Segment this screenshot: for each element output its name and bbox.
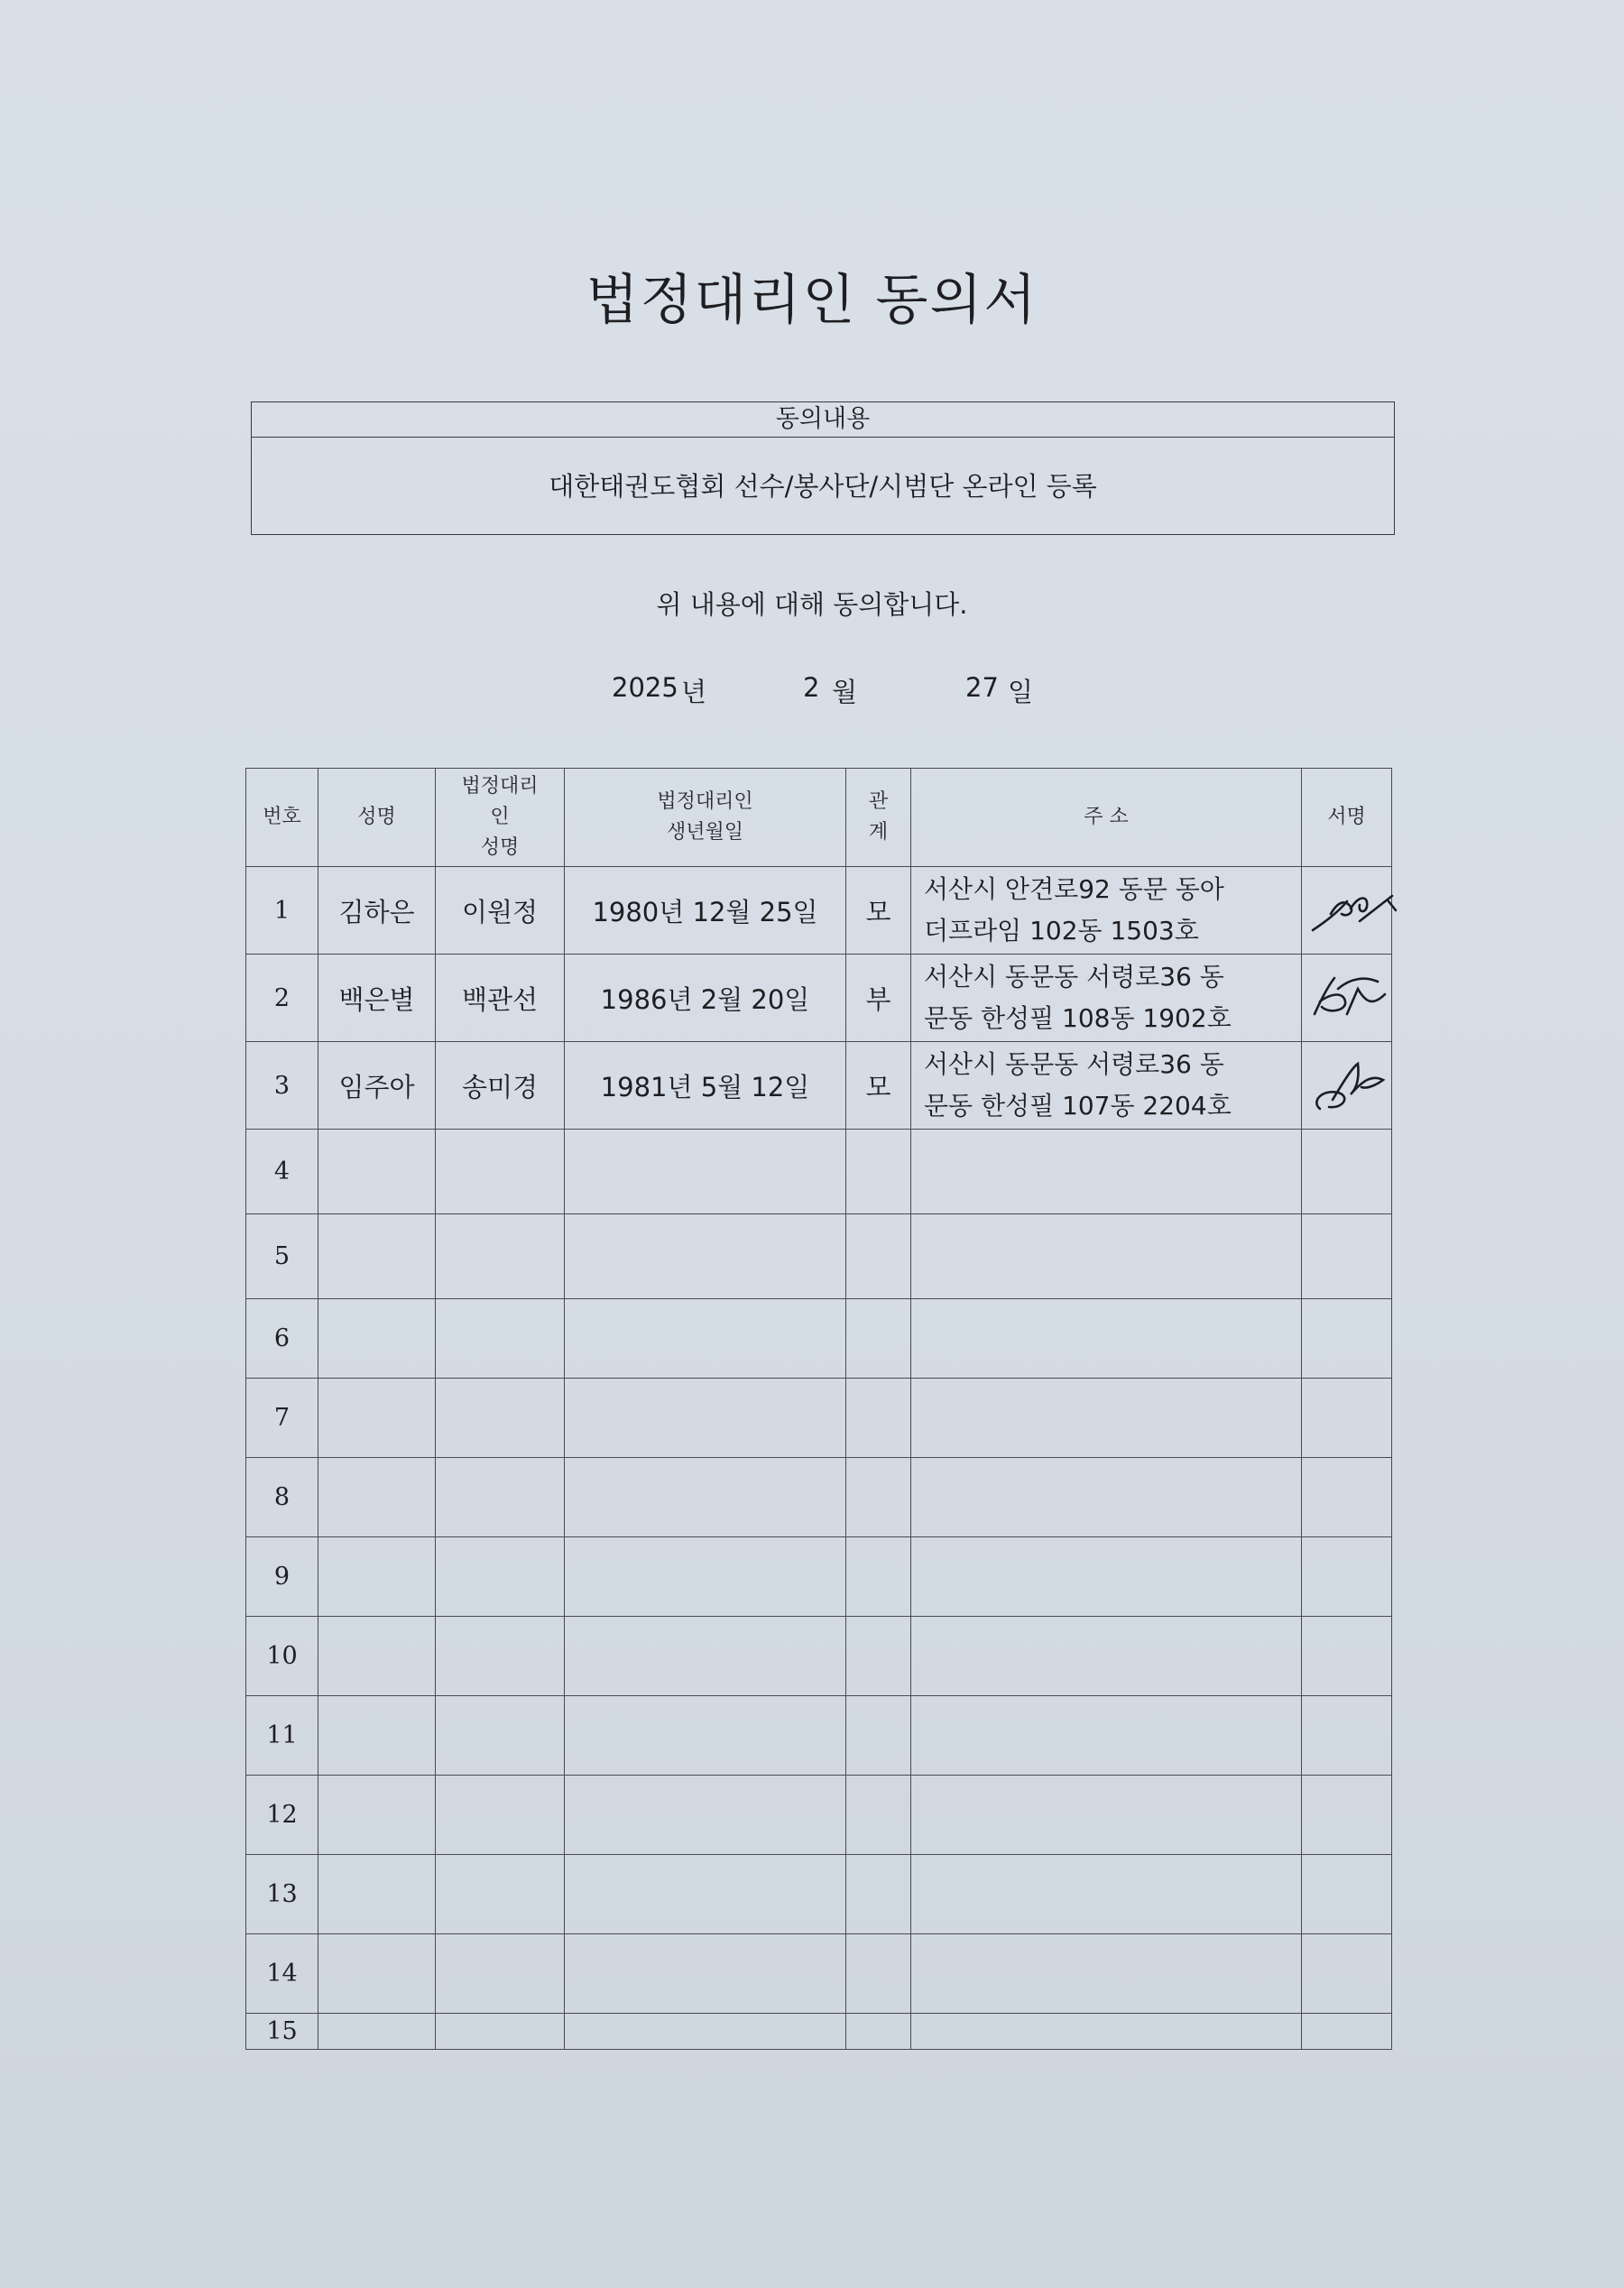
row-relation bbox=[846, 1458, 911, 1537]
row-guardian-birth bbox=[565, 1130, 846, 1214]
row-relation bbox=[846, 1934, 911, 2014]
table-row bbox=[246, 1379, 1392, 1458]
row-guardian-name bbox=[436, 1130, 565, 1214]
row-number: 4 bbox=[246, 1130, 318, 1214]
header-signature: 서명 bbox=[1302, 769, 1392, 867]
document-title: 법정대리인 동의서 bbox=[586, 269, 1038, 332]
row-number: 9 bbox=[246, 1537, 318, 1617]
row-number: 3 bbox=[246, 1042, 318, 1130]
row-name bbox=[318, 1855, 436, 1934]
row-guardian-birth bbox=[565, 2014, 846, 2050]
row-guardian-birth bbox=[565, 1299, 846, 1379]
row-name: 임주아 bbox=[318, 1042, 436, 1130]
header-guardian-birth-line1: 법정대리인 bbox=[657, 790, 753, 813]
row-name bbox=[318, 2014, 436, 2050]
row-address bbox=[911, 1696, 1302, 1776]
table-row bbox=[246, 1855, 1392, 1934]
guardian-table bbox=[245, 768, 1392, 2050]
row-number: 12 bbox=[246, 1776, 318, 1855]
row-address bbox=[911, 1617, 1302, 1696]
row-relation: 모 bbox=[846, 867, 911, 955]
row-address bbox=[911, 1458, 1302, 1537]
row-signature bbox=[1302, 1214, 1392, 1299]
row-guardian-birth bbox=[565, 1617, 846, 1696]
header-guardian-name-line1: 법정대리 bbox=[461, 775, 539, 798]
row-signature bbox=[1302, 1617, 1392, 1696]
table-header-row bbox=[246, 769, 1392, 867]
row-name: 김하은 bbox=[318, 867, 436, 955]
row-relation: 모 bbox=[846, 1042, 911, 1130]
consent-content-box bbox=[251, 401, 1395, 535]
row-relation bbox=[846, 1776, 911, 1855]
date-month-unit: 월 bbox=[832, 677, 858, 707]
row-guardian-birth: 1981년 5월 12일 bbox=[565, 1042, 846, 1130]
row-guardian-name bbox=[436, 1537, 565, 1617]
row-address bbox=[911, 1214, 1302, 1299]
table-row bbox=[246, 1299, 1392, 1379]
row-address bbox=[911, 1776, 1302, 1855]
row-guardian-birth bbox=[565, 1458, 846, 1537]
header-name: 성명 bbox=[318, 769, 436, 867]
row-address bbox=[911, 1934, 1302, 2014]
table-row bbox=[246, 1458, 1392, 1537]
row-signature bbox=[1302, 1855, 1392, 1934]
row-address-line2: 문동 한성필 107동 2204호 bbox=[924, 1091, 1232, 1121]
row-relation bbox=[846, 1130, 911, 1214]
row-signature bbox=[1302, 1130, 1392, 1214]
table-row bbox=[246, 2014, 1392, 2050]
table-row bbox=[246, 1214, 1392, 1299]
row-guardian-name bbox=[436, 1617, 565, 1696]
row-relation bbox=[846, 1855, 911, 1934]
row-signature bbox=[1302, 2014, 1392, 2050]
row-name bbox=[318, 1617, 436, 1696]
table-row bbox=[246, 1776, 1392, 1855]
row-signature bbox=[1302, 1042, 1392, 1130]
header-guardian-birth-line2: 생년월일 bbox=[666, 821, 743, 844]
row-name: 백은별 bbox=[318, 955, 436, 1042]
date-year-unit: 년 bbox=[681, 677, 707, 707]
row-relation bbox=[846, 1379, 911, 1458]
row-number: 6 bbox=[246, 1299, 318, 1379]
row-address-line1: 서산시 안견로92 동문 동아 bbox=[924, 874, 1224, 904]
row-address bbox=[911, 1855, 1302, 1934]
header-guardian-name bbox=[436, 769, 565, 867]
row-signature bbox=[1302, 867, 1392, 955]
header-guardian-birth bbox=[565, 769, 846, 867]
row-name bbox=[318, 1458, 436, 1537]
row-guardian-name: 송미경 bbox=[436, 1042, 565, 1130]
row-signature bbox=[1302, 1696, 1392, 1776]
row-name bbox=[318, 1299, 436, 1379]
row-address-line1: 서산시 동문동 서령로36 동 bbox=[924, 1049, 1224, 1079]
row-relation bbox=[846, 1617, 911, 1696]
row-address bbox=[911, 1042, 1302, 1130]
row-number: 1 bbox=[246, 867, 318, 955]
row-address bbox=[911, 867, 1302, 955]
row-address-line2: 더프라임 102동 1503호 bbox=[924, 916, 1199, 946]
row-guardian-name bbox=[436, 1934, 565, 2014]
row-number: 10 bbox=[246, 1617, 318, 1696]
row-guardian-birth bbox=[565, 1855, 846, 1934]
row-relation bbox=[846, 1299, 911, 1379]
row-number: 5 bbox=[246, 1214, 318, 1299]
row-signature bbox=[1302, 1934, 1392, 2014]
row-number: 14 bbox=[246, 1934, 318, 2014]
row-signature bbox=[1302, 1537, 1392, 1617]
handwritten-signature bbox=[1302, 874, 1391, 946]
date-day-unit: 일 bbox=[1008, 677, 1034, 707]
consent-text: 대한태권도협회 선수/봉사단/시범단 온라인 등록 bbox=[549, 471, 1097, 502]
row-name bbox=[318, 1776, 436, 1855]
row-guardian-birth bbox=[565, 1934, 846, 2014]
row-guardian-birth: 1980년 12월 25일 bbox=[565, 867, 846, 955]
row-name bbox=[318, 1214, 436, 1299]
row-signature bbox=[1302, 1776, 1392, 1855]
row-relation: 부 bbox=[846, 955, 911, 1042]
row-relation bbox=[846, 1537, 911, 1617]
row-guardian-name: 이원정 bbox=[436, 867, 565, 955]
table-row bbox=[246, 1537, 1392, 1617]
row-number: 11 bbox=[246, 1696, 318, 1776]
row-signature bbox=[1302, 955, 1392, 1042]
table-row bbox=[246, 867, 1392, 955]
row-guardian-birth bbox=[565, 1379, 846, 1458]
table-row bbox=[246, 1130, 1392, 1214]
table-row bbox=[246, 1617, 1392, 1696]
row-relation bbox=[846, 2014, 911, 2050]
row-signature bbox=[1302, 1379, 1392, 1458]
header-guardian-name-line3: 성명 bbox=[480, 836, 520, 859]
row-guardian-name bbox=[436, 1214, 565, 1299]
row-address bbox=[911, 1537, 1302, 1617]
row-guardian-name bbox=[436, 1458, 565, 1537]
handwritten-signature bbox=[1302, 962, 1391, 1034]
row-guardian-birth bbox=[565, 1776, 846, 1855]
row-guardian-name bbox=[436, 1776, 565, 1855]
row-guardian-birth: 1986년 2월 20일 bbox=[565, 955, 846, 1042]
row-name bbox=[318, 1130, 436, 1214]
row-address-line2: 문동 한성필 108동 1902호 bbox=[924, 1003, 1232, 1033]
row-guardian-name bbox=[436, 2014, 565, 2050]
row-guardian-birth bbox=[565, 1537, 846, 1617]
row-signature bbox=[1302, 1299, 1392, 1379]
header-address: 주 소 bbox=[911, 769, 1302, 867]
header-relation bbox=[846, 769, 911, 867]
header-no: 번호 bbox=[246, 769, 318, 867]
row-guardian-name bbox=[436, 1696, 565, 1776]
row-number: 13 bbox=[246, 1855, 318, 1934]
row-guardian-name bbox=[436, 1299, 565, 1379]
date-year: 2025 bbox=[612, 672, 678, 703]
row-number: 8 bbox=[246, 1458, 318, 1537]
row-signature bbox=[1302, 1458, 1392, 1537]
agreement-statement: 위 내용에 대해 동의합니다. bbox=[656, 589, 968, 620]
row-relation bbox=[846, 1696, 911, 1776]
table-body bbox=[246, 867, 1392, 2050]
row-relation bbox=[846, 1214, 911, 1299]
table-row bbox=[246, 1042, 1392, 1130]
row-number: 2 bbox=[246, 955, 318, 1042]
row-address-line1: 서산시 동문동 서령로36 동 bbox=[924, 962, 1224, 992]
row-address bbox=[911, 1299, 1302, 1379]
header-relation-line1: 관 bbox=[868, 790, 889, 813]
row-address bbox=[911, 2014, 1302, 2050]
row-name bbox=[318, 1379, 436, 1458]
row-name bbox=[318, 1537, 436, 1617]
row-guardian-name: 백관선 bbox=[436, 955, 565, 1042]
header-guardian-name-line2: 인 bbox=[490, 806, 510, 828]
row-guardian-birth bbox=[565, 1696, 846, 1776]
handwritten-signature bbox=[1302, 1049, 1391, 1121]
table-row bbox=[246, 955, 1392, 1042]
row-guardian-birth bbox=[565, 1214, 846, 1299]
row-guardian-name bbox=[436, 1855, 565, 1934]
row-address bbox=[911, 1379, 1302, 1458]
date-day: 27 bbox=[965, 672, 999, 703]
date-month: 2 bbox=[803, 672, 820, 703]
header-relation-line2: 계 bbox=[868, 821, 889, 844]
row-number: 7 bbox=[246, 1379, 318, 1458]
table-row bbox=[246, 1696, 1392, 1776]
table-row bbox=[246, 1934, 1392, 2014]
row-number: 15 bbox=[246, 2014, 318, 2050]
row-name bbox=[318, 1934, 436, 2014]
row-name bbox=[318, 1696, 436, 1776]
row-address bbox=[911, 1130, 1302, 1214]
row-address bbox=[911, 955, 1302, 1042]
row-guardian-name bbox=[436, 1379, 565, 1458]
consent-header: 동의내용 bbox=[252, 402, 1394, 438]
